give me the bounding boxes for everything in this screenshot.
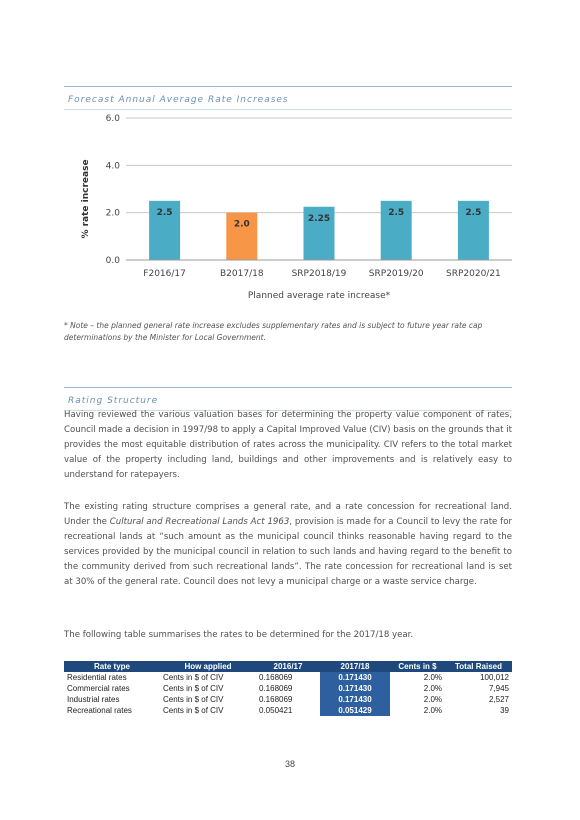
rate-2016-17-cell: 0.168069 bbox=[259, 673, 293, 682]
cents-in-dollar-cell: 2.0% bbox=[423, 695, 442, 704]
x-tick-label: SRP2019/20 bbox=[368, 269, 424, 279]
rate-2016-17-cell: 0.168069 bbox=[259, 695, 293, 704]
page-number: 38 bbox=[284, 759, 295, 769]
rate-2017-18-cell: 0.171430 bbox=[320, 672, 390, 683]
rate-2017-18-cell: 0.051429 bbox=[320, 705, 390, 716]
bar-data-label: 2.5 bbox=[465, 207, 482, 218]
how-applied-cell: Cents in $ of CIV bbox=[163, 684, 224, 693]
rate-type-cell: Commercial rates bbox=[67, 684, 130, 693]
table-row bbox=[64, 694, 512, 705]
forecast-heading-text: Forecast Annual Average Rate Increases bbox=[68, 95, 289, 105]
paragraph-text-after: , provision is made for a Council to levy the rate for recreational lands at “such amount as the municipal council thinks reasonable having regard to the services provided by the municipal council in relation to such lands and having regard to the benefit to the community derived from such recreational lands”. The rate concession for recreational land is set at 30% of the general rate. Council does not levy a municipal charge or a waste service charge. bbox=[64, 516, 512, 587]
how-applied-cell: Cents in $ of CIV bbox=[163, 695, 224, 704]
x-axis-title: Planned average rate increase* bbox=[247, 291, 391, 301]
y-tick-label: 0.0 bbox=[105, 256, 120, 266]
x-tick-label: F2016/17 bbox=[143, 269, 186, 279]
header-cents-in-dollar: Cents in $ bbox=[390, 661, 445, 672]
header-how-applied: How applied bbox=[160, 661, 256, 672]
how-applied-cell: Cents in $ of CIV bbox=[163, 706, 224, 715]
rate-2016-17-cell: 0.168069 bbox=[259, 684, 293, 693]
bar-data-label: 2.5 bbox=[388, 207, 405, 218]
rate-type-cell: Residential rates bbox=[67, 673, 127, 682]
header-2016-17: 2016/17 bbox=[256, 661, 320, 672]
header-2017-18: 2017/18 bbox=[320, 661, 390, 672]
paragraph-valuation: Having reviewed the various valuation bases for determining the property value component of rates, Council made a decision in 1997/98 to apply a Capital Improved Value (CIV) basis on the grounds that it provides the most equitable distribution of rates across the municipality. CIV refers to the total market value of the property including land, buildings and other improvements and is relatively easy to understand for ratepayers. bbox=[64, 410, 512, 480]
y-axis-title: % rate increase bbox=[81, 159, 91, 239]
y-tick-label: 2.0 bbox=[105, 208, 120, 219]
table-row bbox=[64, 683, 512, 694]
rate-type-cell: Industrial rates bbox=[67, 695, 120, 704]
cents-in-dollar-cell: 2.0% bbox=[423, 684, 442, 693]
bar-data-label: 2.25 bbox=[307, 213, 331, 224]
rating-heading-text: Rating Structure bbox=[68, 396, 159, 406]
total-raised-cell: 2,527 bbox=[488, 695, 509, 704]
total-raised-cell: 7,945 bbox=[488, 684, 509, 693]
paragraph-rating-structure bbox=[64, 500, 512, 589]
table-row bbox=[64, 672, 512, 683]
rates-table bbox=[64, 661, 512, 716]
rate-2016-17-cell: 0.050421 bbox=[259, 706, 293, 715]
how-applied-cell: Cents in $ of CIV bbox=[163, 673, 224, 682]
total-raised-cell: 39 bbox=[500, 706, 509, 715]
table-row bbox=[64, 705, 512, 716]
rates-table-body bbox=[64, 672, 512, 716]
chart-footnote: * Note – the planned general rate increase excludes supplementary rates and is subject to future year rate cap determinations by the Minister for Local Government. bbox=[64, 321, 483, 342]
x-tick-label: SRP2018/19 bbox=[291, 269, 347, 279]
rate-2017-18-cell: 0.171430 bbox=[320, 683, 390, 694]
header-total-raised: Total Raised bbox=[445, 661, 512, 672]
x-tick-label: B2017/18 bbox=[220, 269, 264, 279]
total-raised-cell: 100,012 bbox=[480, 673, 509, 682]
paragraph-text-before: The existing rating structure comprises a general rate, and a rate concession for recreational land. Under the bbox=[64, 502, 512, 527]
rate-2017-18-cell: 0.171430 bbox=[320, 694, 390, 705]
header-rate-type: Rate type bbox=[64, 661, 160, 672]
rate-type-cell: Recreational rates bbox=[67, 706, 132, 715]
cents-in-dollar-cell: 2.0% bbox=[423, 706, 442, 715]
x-tick-label: SRP2020/21 bbox=[446, 269, 501, 279]
y-tick-label: 6.0 bbox=[105, 114, 120, 124]
table-header-row bbox=[64, 661, 512, 672]
bar-data-label: 2.0 bbox=[233, 219, 250, 230]
act-title: Cultural and Recreational Lands Act 1963 bbox=[109, 516, 290, 527]
rate-increase-chart bbox=[64, 104, 514, 314]
cents-in-dollar-cell: 2.0% bbox=[423, 673, 442, 682]
bar-data-label: 2.5 bbox=[156, 207, 173, 218]
y-tick-label: 4.0 bbox=[105, 161, 120, 172]
paragraph-table-intro: The following table summarises the rates to be determined for the 2017/18 year. bbox=[64, 630, 414, 640]
